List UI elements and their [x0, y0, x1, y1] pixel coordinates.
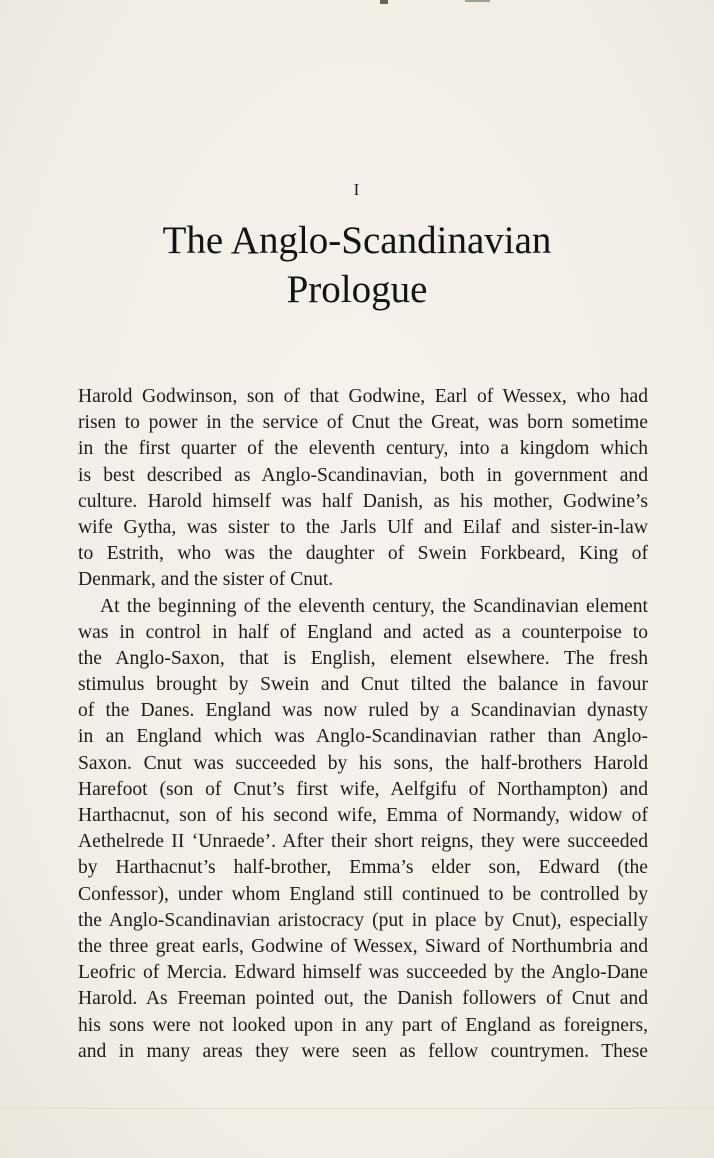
- text-line: Saxon. Cnut was succeeded by his sons, the half-brothers Harold: [78, 752, 648, 774]
- text-line: of the Danes. England was now ruled by a Scandinavian dynasty: [78, 700, 648, 722]
- text-line: and in many areas they were seen as fellow countrymen. These: [78, 1040, 648, 1062]
- text-line: At the beginning of the eleventh century, the Scandinavian element: [100, 595, 648, 617]
- text-line: Leofric of Mercia. Edward himself was succeeded by the Anglo-Dane: [78, 962, 648, 984]
- chapter-title-line: Prologue: [286, 268, 428, 311]
- paragraph: [78, 384, 648, 594]
- text-line: Confessor), under whom England still continued to be controlled by: [78, 883, 648, 905]
- text-line: the three great earls, Godwine of Wessex, Siward of Northumbria and: [78, 935, 648, 957]
- text-line: Denmark, and the sister of Cnut.: [78, 569, 334, 591]
- page-edge-mark: [465, 0, 490, 2]
- text-line: Harold. As Freeman pointed out, the Danish followers of Cnut and: [78, 988, 648, 1010]
- text-line: Harthacnut, son of his second wife, Emma of Normandy, widow of: [78, 805, 648, 826]
- paragraph: [78, 594, 648, 1065]
- text-line: by Harthacnut’s half-brother, Emma’s elder son, Edward (the: [78, 857, 648, 879]
- text-line: Harold Godwinson, son of that Godwine, Earl of Wessex, who had: [78, 386, 648, 407]
- text-line: is best described as Anglo-Scandinavian, both in government and: [78, 464, 648, 486]
- text-line: the Anglo-Saxon, that is English, element elsewhere. The fresh: [78, 647, 648, 669]
- text-line: the Anglo-Scandinavian aristocracy (put in place by Cnut), especially: [78, 909, 648, 931]
- text-line: risen to power in the service of Cnut the Great, was born sometime: [78, 412, 648, 434]
- text-line: in the first quarter of the eleventh century, into a kingdom which: [78, 438, 648, 460]
- text-line: in an England which was Anglo-Scandinavian rather than Anglo-: [78, 726, 648, 748]
- chapter-title: [0, 216, 714, 314]
- text-line: was in control in half of England and acted as a counterpoise to: [78, 621, 648, 643]
- body-text: [78, 384, 648, 1065]
- text-line: Aethelrede II ‘Unraede’. After their short reigns, they were succeeded: [78, 831, 648, 853]
- chapter-title-line: The Anglo-Scandinavian: [162, 219, 552, 262]
- page-edge-mark: [380, 0, 388, 4]
- text-line: his sons were not looked upon in any part of England as foreigners,: [78, 1014, 648, 1036]
- text-line: to Estrith, who was the daughter of Swein Forkbeard, King of: [78, 543, 648, 565]
- chapter-number: I: [353, 180, 361, 199]
- page-bottom-edge: [0, 1108, 714, 1109]
- text-line: Harefoot (son of Cnut’s first wife, Aelfgifu of Northampton) and: [78, 778, 648, 800]
- text-line: culture. Harold himself was half Danish, as his mother, Godwine’s: [78, 490, 648, 512]
- text-line: wife Gytha, was sister to the Jarls Ulf and Eilaf and sister-in-law: [78, 516, 648, 538]
- text-line: stimulus brought by Swein and Cnut tilted the balance in favour: [78, 674, 648, 696]
